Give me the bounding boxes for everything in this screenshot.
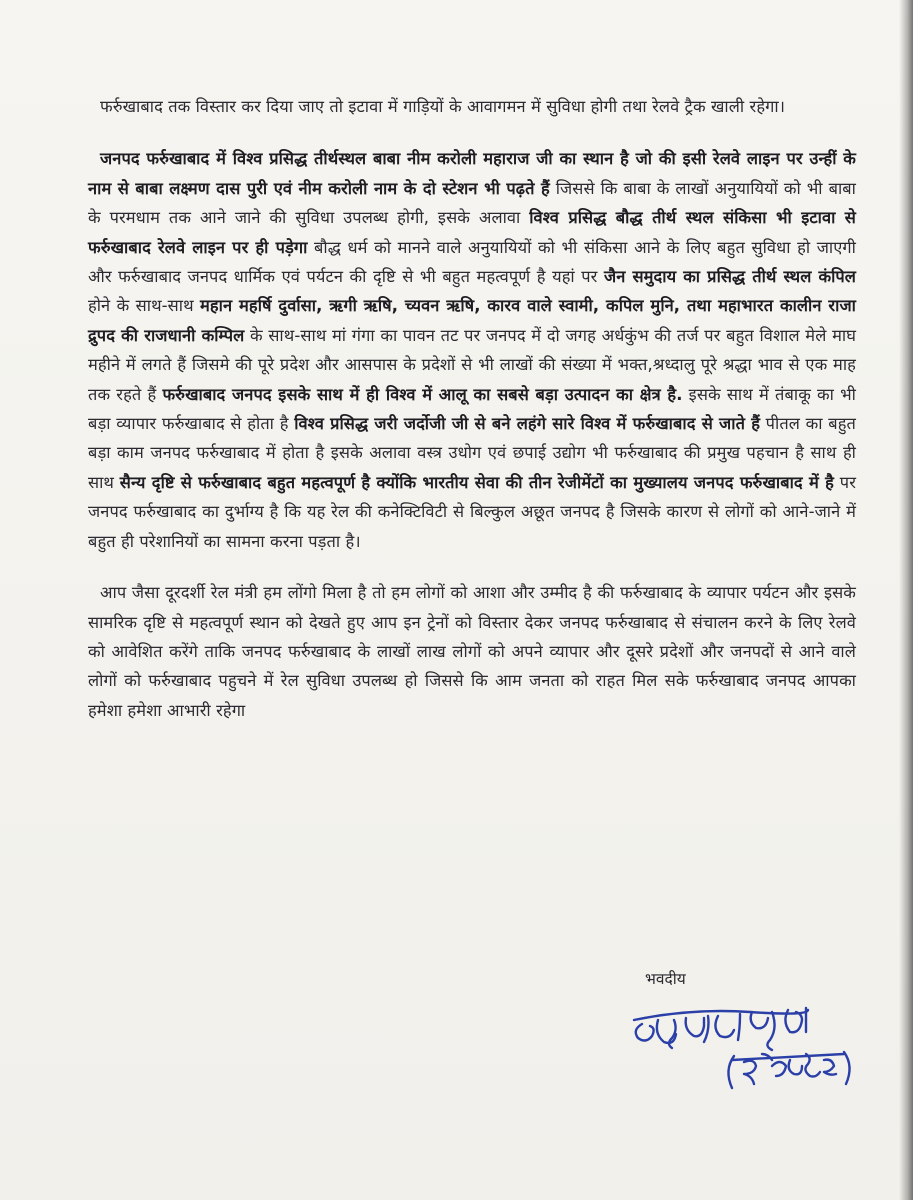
signature-drawing <box>612 990 882 1100</box>
bold-text-run: जैन समुदाय का प्रसिद्ध तीर्थ स्थल कंपिल <box>604 267 857 287</box>
text-run: फर्रुखाबाद तक विस्तार कर दिया जाए तो इटावा में गाड़ियों के आवागमन में सुविधा होगी तथा रेलवे ट्रैक खाली रहेगा। <box>100 97 786 116</box>
paragraph-1 <box>88 92 856 121</box>
handwritten-signature <box>612 990 882 1100</box>
paragraph-2 <box>88 144 856 556</box>
bold-text-run: विश्व प्रसिद्ध बौद्ध तीर्थ स्थल संकिसा भी इटावा से फर्रुखाबाद रेलवे लाइन पर ही पड़ेगा <box>88 208 856 257</box>
text-run: बौद्ध धर्म को मानने वाले अनुयायियों को भी संकिसा आने के लिए बहुत सुविधा हो जाएगी और फर्रुखाबाद जनपद धार्मिक एवं पर्यटन की दृष्टि से भी बहुत महत्वपूर्ण है यहां पर <box>88 237 856 287</box>
bold-text-run: फर्रुखाबाद जनपद इसके साथ में ही विश्व में आलू का सबसे बड़ा उत्पादन का क्षेत्र है. <box>162 384 683 404</box>
text-run: इसके साथ में तंबाकू का भी बड़ा व्यापार फर्रुखाबाद से होता है <box>88 384 856 434</box>
bold-text-run: महान महर्षि दुर्वासा, ऋगी ऋषि, च्यवन ऋषि, कारव वाले स्वामी, कपिल मुनि, तथा महाभारत कालीन राजा द्रुपद की राजधानी कम्पिल <box>88 296 856 345</box>
text-run: के साथ-साथ मां गंगा का पावन तट पर जनपद में दो जगह अर्धकुंभ की तर्ज पर बहुत विशाल मेले माघ महीने में लगते हैं जिसमे की पूरे प्रदेश और आसपास के प्रदेशों से भी लाखों की संख्या में भक्त,श्रध्दालु पूरे श्रद्धा भाव से एक माह तक रहते हैं <box>88 325 856 404</box>
bold-text-run: जनपद फर्रुखाबाद में विश्व प्रसिद्ध तीर्थस्थल बाबा नीम करोली महाराज जी का स्थान है जो की इसी रेलवे लाइन पर उन्हीं के नाम से बाबा लक्ष्मण दास पुरी एवं नीम करोली नाम के दो स्टेशन भी पढ़ते हैं <box>88 149 856 198</box>
text-run: पर जनपद फर्रुखाबाद का दुर्भाग्य है कि यह रेल की कनेक्टिविटी से बिल्कुल अछूत जनपद है जिसके कारण से लोगों को आने-जाने में बहुत ही परेशानियों का सामना करना पड़ता है। <box>88 472 856 551</box>
scan-edge-shadow <box>899 0 913 1200</box>
text-run: पीतल का बहुत बड़ा काम जनपद फर्रुखाबाद में होता है इसके अलावा वस्त्र उधोग एवं छपाई उद्योग भी फर्रुखाबाद की प्रमुख पहचान है साथ ही साथ <box>88 414 856 492</box>
text-run: होने के साथ-साथ <box>88 296 201 316</box>
letter-body <box>88 92 856 725</box>
closing-salutation: भवदीय <box>645 970 686 988</box>
text-run: जिससे कि बाबा के लाखों अनुयायियों को भी बाबा के परमधाम तक आने जाने की सुविधा उपलब्ध होगी, इसके अलावा <box>88 178 856 228</box>
paragraph-3 <box>88 578 856 725</box>
text-run: आप जैसा दूरदर्शी रेल मंत्री हम लोंगो मिला है तो हम लोगों को आशा और उम्मीद है की फर्रुखाबाद के व्यापार पर्यटन और इसके सामरिक दृष्टि से महत्वपूर्ण स्थान को देखते हुए आप इन ट्रेनों को विस्तार देकर जनपद फर्रुखाबाद से संचालन करने के लिए रेलवे को आवेशित करेंगे ताकि जनपद फर्रुखाबाद के लाखों लाख लोगों को अपने व्यापार और दूसरे प्रदेशों और जनपदों से आने वाले लोगों को फर्रुखाबाद पहुचने में रेल सुविधा उपलब्ध हो जिससे कि आम जनता को राहत मिल सके फर्रुखाबाद जनपद आपका हमेशा हमेशा आभारी रहेगा <box>88 583 856 720</box>
bold-text-run: विश्व प्रसिद्ध जरी जर्दोजी जी से बने लहंगे सारे विश्व में फर्रुखाबाद से जाते हैं <box>294 414 760 434</box>
bold-text-run: सैन्य दृष्टि से फर्रुखाबाद बहुत महत्वपूर्ण है क्योंकि भारतीय सेवा की तीन रेजीमेंटों का मुख्यालय जनपद फर्रुखाबाद में है <box>119 472 834 492</box>
